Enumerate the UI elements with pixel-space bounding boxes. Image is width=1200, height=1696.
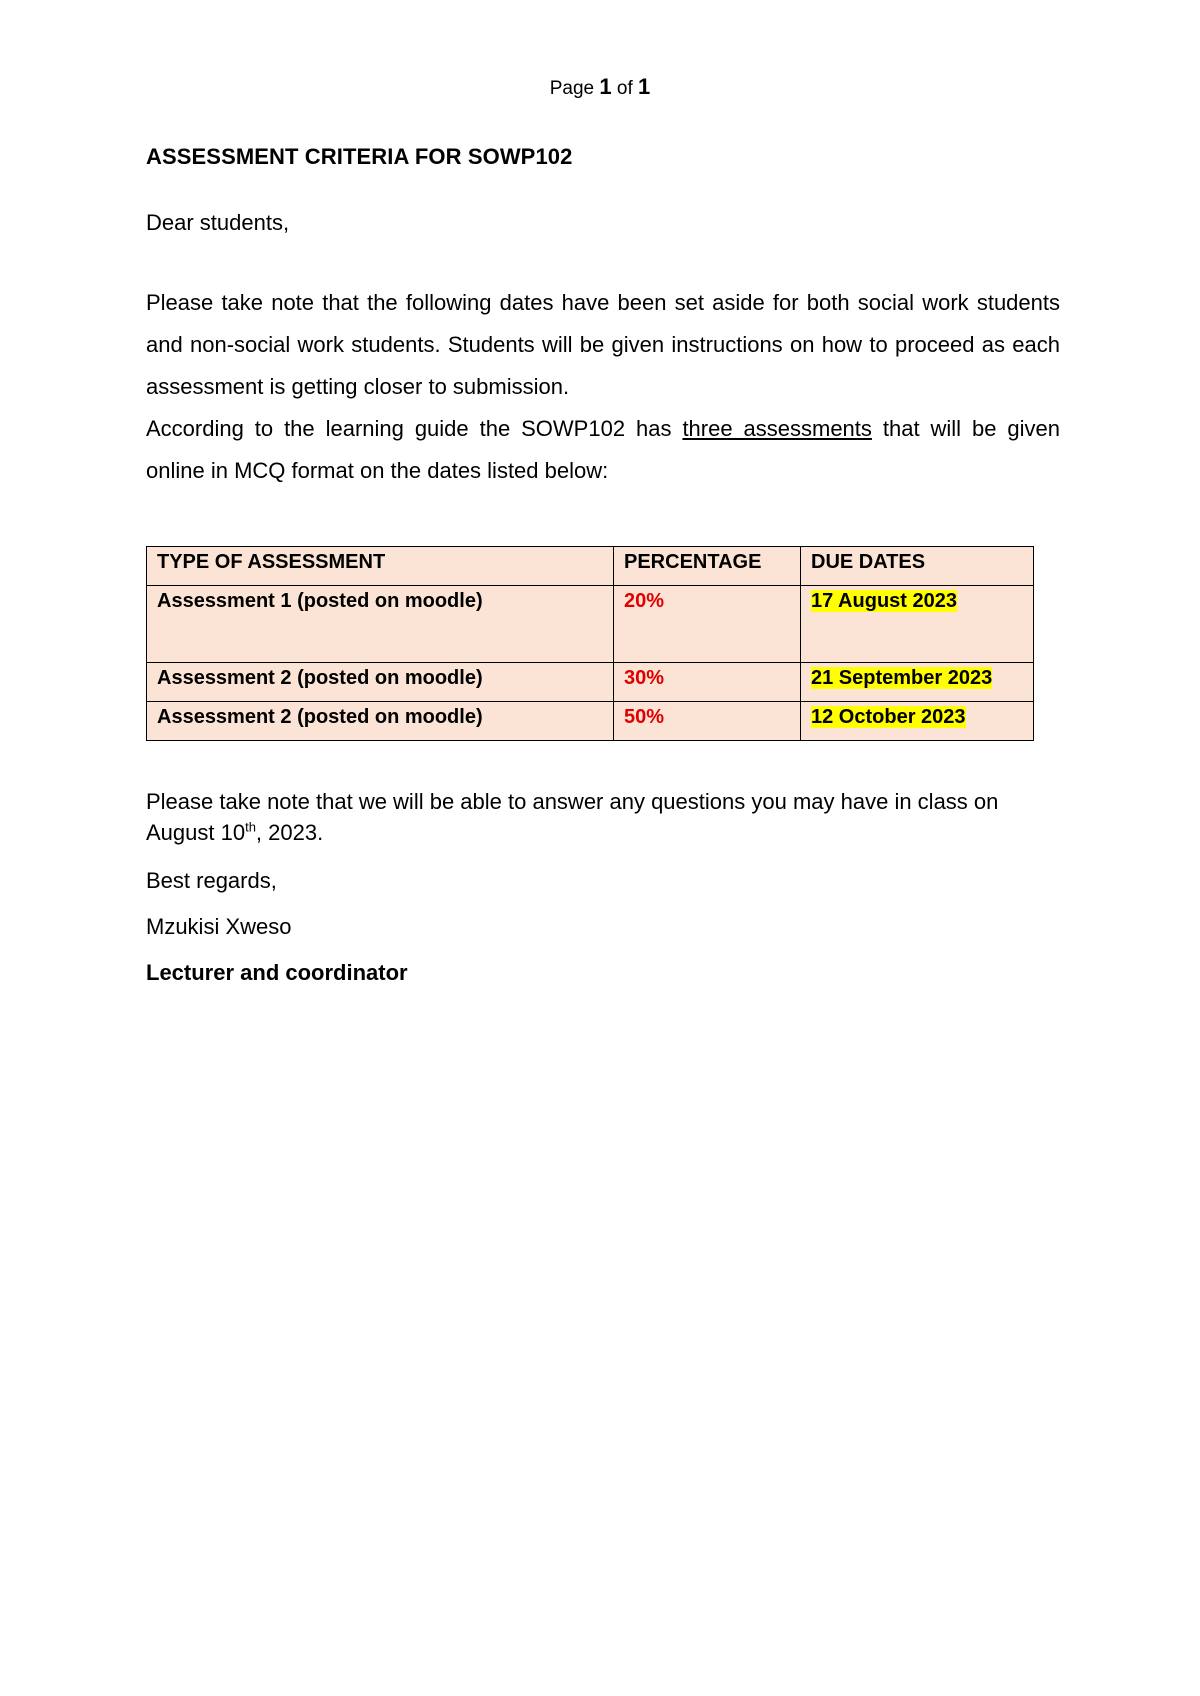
table-row xyxy=(147,663,1034,702)
due-date-highlight: 12 October 2023 xyxy=(811,706,966,728)
cell-type: Assessment 2 (posted on moodle) xyxy=(147,702,614,741)
intro-paragraph-2-start: According to the learning guide the SOWP102 has xyxy=(146,416,683,441)
document-body xyxy=(146,144,1060,492)
cell-type: Assessment 2 (posted on moodle) xyxy=(147,663,614,702)
note-superscript: th xyxy=(245,819,256,835)
page-number: 1 xyxy=(599,74,612,99)
cell-type: Assessment 1 (posted on moodle) xyxy=(147,586,614,663)
due-date-highlight: 17 August 2023 xyxy=(811,590,957,612)
signatory-name: Mzukisi Xweso xyxy=(146,914,292,939)
signatory-role: Lecturer and coordinator xyxy=(146,960,408,985)
page-word: Page xyxy=(549,78,595,99)
of-word: of xyxy=(616,78,633,99)
cell-due xyxy=(801,702,1034,741)
cell-percentage: 50% xyxy=(614,702,801,741)
note-text: Please take note that we will be able to answer any questions you may have in class on August 10 xyxy=(146,789,999,845)
header-type: TYPE OF ASSESSMENT xyxy=(147,547,614,586)
assessment-table xyxy=(146,546,1034,741)
salutation: Dear students, xyxy=(146,210,290,235)
cell-due xyxy=(801,663,1034,702)
due-date-highlight: 21 September 2023 xyxy=(811,667,993,689)
note-text-end: , 2023. xyxy=(255,820,324,845)
intro-text xyxy=(146,282,1060,492)
table-row xyxy=(147,702,1034,741)
closing-line: Best regards, xyxy=(146,868,277,893)
header-due-dates: DUE DATES xyxy=(801,547,1034,586)
closing-section xyxy=(146,786,1060,986)
document-title: ASSESSMENT CRITERIA FOR SOWP102 xyxy=(146,144,573,169)
intro-paragraph-1: Please take note that the following dates have been set aside for both social work students and non-social work students. Students will be given instructions on how to proceed as each assessment is getting closer to submission. xyxy=(146,290,1060,399)
intro-paragraph-2-end: that will be given online in MCQ format on the dates listed below: xyxy=(146,416,1061,483)
class-note xyxy=(146,786,1060,848)
page-total: 1 xyxy=(638,74,651,99)
header-percentage: PERCENTAGE xyxy=(614,547,801,586)
table-header-row xyxy=(147,547,1034,586)
cell-percentage: 30% xyxy=(614,663,801,702)
table-row xyxy=(147,586,1034,663)
cell-percentage: 20% xyxy=(614,586,801,663)
underlined-phrase: three assessments xyxy=(682,416,872,441)
cell-due xyxy=(801,586,1034,663)
page-header xyxy=(0,74,1200,100)
